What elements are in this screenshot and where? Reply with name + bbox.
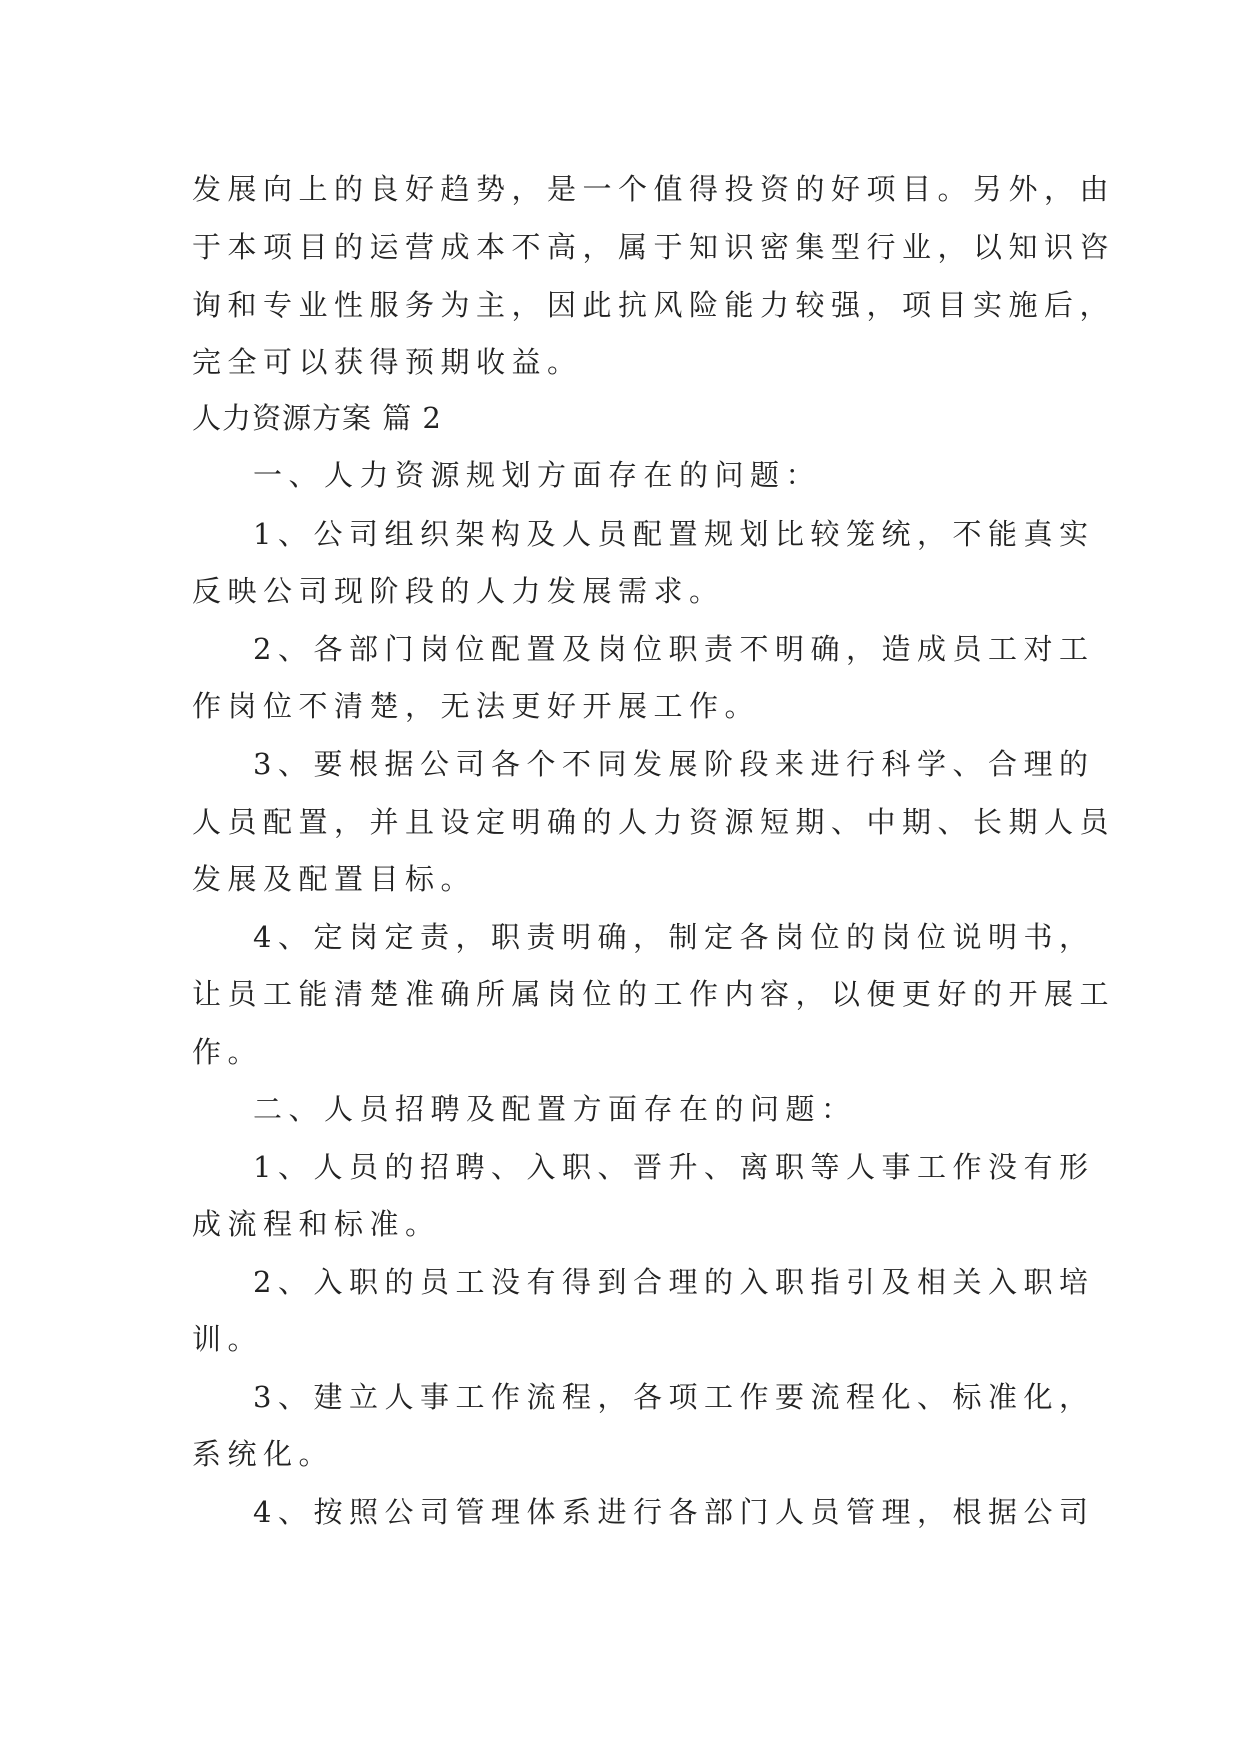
text-line: 让员工能清楚准确所属岗位的工作内容，以便更好的开展工 — [192, 977, 1116, 1011]
text-line: 作。 — [192, 1035, 264, 1069]
text-line: 1、公司组织架构及人员配置规划比较笼统，不能真实 — [253, 517, 1095, 551]
text-line: 2、各部门岗位配置及岗位职责不明确，造成员工对工 — [253, 632, 1095, 666]
text-line: 发展及配置目标。 — [192, 862, 477, 896]
text-line: 1、人员的招聘、入职、晋升、离职等人事工作没有形 — [253, 1150, 1095, 1184]
text-line: 询和专业性服务为主，因此抗风险能力较强，项目实施后， — [192, 288, 1116, 322]
text-line: 4、按照公司管理体系进行各部门人员管理，根据公司 — [253, 1495, 1095, 1529]
text-line: 作岗位不清楚，无法更好开展工作。 — [192, 689, 761, 723]
text-line: 发展向上的良好趋势，是一个值得投资的好项目。另外，由 — [192, 172, 1116, 206]
text-line: 训。 — [192, 1322, 264, 1356]
text-line: 反映公司现阶段的人力发展需求。 — [192, 574, 725, 608]
text-line: 3、建立人事工作流程，各项工作要流程化、标准化， — [253, 1380, 1095, 1414]
subsection-heading: 二、人员招聘及配置方面存在的问题： — [253, 1092, 857, 1126]
text-line: 于本项目的运营成本不高，属于知识密集型行业，以知识咨 — [192, 230, 1116, 264]
text-line: 4、定岗定责，职责明确，制定各岗位的岗位说明书， — [253, 920, 1095, 954]
text-line: 完全可以获得预期收益。 — [192, 345, 583, 379]
text-line: 成流程和标准。 — [192, 1207, 441, 1241]
section-heading: 人力资源方案 篇 2 — [192, 401, 442, 435]
text-line: 系统化。 — [192, 1437, 335, 1471]
text-line: 3、要根据公司各个不同发展阶段来进行科学、合理的 — [253, 747, 1095, 781]
text-line: 2、入职的员工没有得到合理的入职指引及相关入职培 — [253, 1265, 1095, 1299]
subsection-heading: 一、人力资源规划方面存在的问题： — [253, 458, 822, 492]
text-line: 人员配置，并且设定明确的人力资源短期、中期、长期人员 — [192, 805, 1116, 839]
